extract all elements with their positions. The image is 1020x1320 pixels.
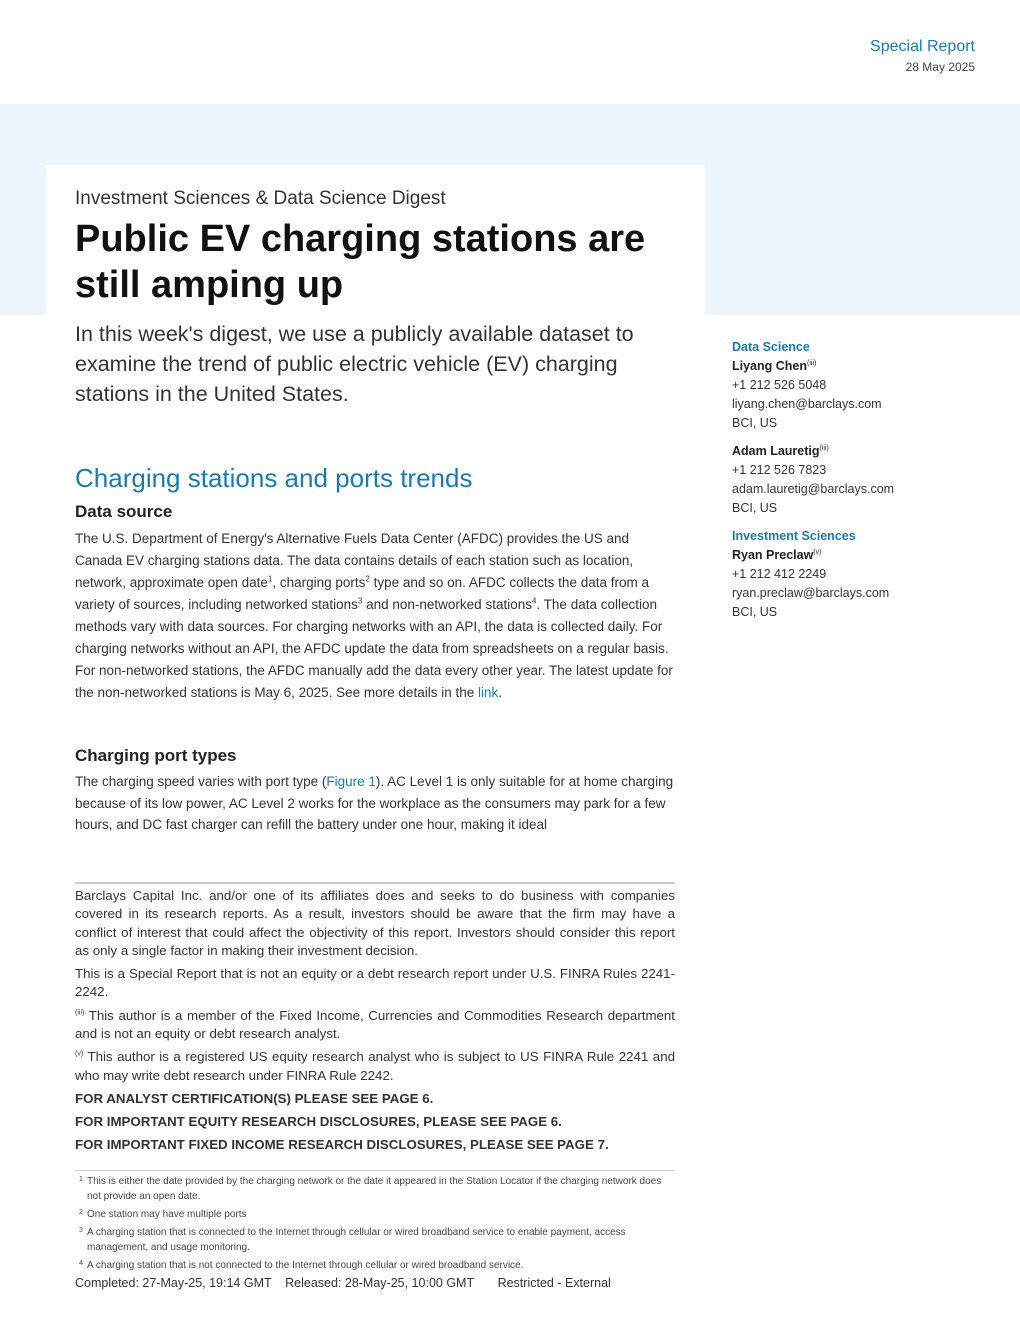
footnotes: [75, 1174, 675, 1276]
group-heading: Investment Sciences: [732, 529, 856, 543]
section-heading: Charging stations and ports trends: [75, 463, 473, 493]
author-entity: BCI, US: [732, 501, 778, 515]
author-email[interactable]: adam.lauretig@barclays.com: [732, 482, 895, 496]
footnote-ref-1[interactable]: 1: [267, 574, 273, 584]
analyst-certification-notice: FOR ANALYST CERTIFICATION(S) PLEASE SEE PAGE 6.: [75, 1090, 434, 1106]
port-types-heading: Charging port types: [75, 746, 237, 765]
author-group: [732, 529, 982, 624]
footnote-item: 1 This is either the date provided by the charging network or the date it appeared in the Station Locator if the charging network does not provide an open date.: [79, 1176, 662, 1202]
page-subtitle: In this week's digest, we use a publicly available dataset to examine the trend of public electric vehicle (EV) charging stations in the United States.: [75, 322, 634, 406]
footnote-ref-2[interactable]: 2: [365, 574, 370, 584]
author-email[interactable]: liyang.chen@barclays.com: [732, 397, 882, 411]
disclaimer-paragraph: Barclays Capital Inc. and/or one of its affiliates does and seeks to do business with companies covered in its research reports. As a result, investors should be aware that the firm may have a conflict of interest that could affect the objectivity of this report. Investors should consider this report as only a single factor in making their investment decision.: [75, 888, 675, 958]
author-phone[interactable]: +1 212 526 7823: [732, 463, 827, 477]
page-title: Public EV charging stations are still amping up: [75, 218, 646, 306]
report-header: [870, 38, 975, 74]
footnote-item: 4 A charging station that is not connected to the Internet through cellular or wired broadband service.: [79, 1260, 524, 1271]
author-name: Adam Lauretig: [732, 444, 820, 458]
author-mark: (iii): [807, 359, 817, 367]
author-card: [732, 444, 982, 520]
author-entity: BCI, US: [732, 605, 778, 619]
report-date: 28 May 2025: [905, 60, 975, 74]
restriction-label: Restricted - External: [497, 1276, 611, 1290]
author-phone[interactable]: +1 212 412 2249: [732, 567, 827, 581]
status-line: [75, 1276, 621, 1290]
footnote-item: 2 One station may have multiple ports: [79, 1209, 247, 1220]
completed-timestamp: Completed: 27-May-25, 19:14 GMT: [75, 1276, 272, 1290]
fixed-income-disclosure-notice: FOR IMPORTANT FIXED INCOME RESEARCH DISCLOSURES, PLEASE SEE PAGE 7.: [75, 1136, 609, 1152]
equity-disclosure-notice: FOR IMPORTANT EQUITY RESEARCH DISCLOSURES, PLEASE SEE PAGE 6.: [75, 1113, 562, 1129]
disclaimer-divider: [75, 882, 675, 884]
footnote-ref-4[interactable]: 4: [531, 596, 537, 606]
data-source-paragraph: The U.S. Department of Energy's Alternative Fuels Data Center (AFDC) provides the US and Canada EV charging stations data. The data contains details of each station such as location, network, approximate open date$^1$, charging ports$^2$ type and so on. AFDC collects the data from a variety of sources, including networked stations$^3$ and non-networked stations$^4$. The data collection methods vary with data sources. For charging networks with an API, the data is collected daily. For charging networks without an API, the AFDC update the data from spreadsheets on a regular basis. For non-networked stations, the AFDC manually add the data every other year. The latest update for the non-networked stations is May 6, 2025. See more details in the link.: [75, 531, 673, 700]
author-card: [732, 359, 982, 435]
released-timestamp: Released: 28-May-25, 10:00 GMT: [285, 1276, 475, 1290]
afdc-link[interactable]: link: [477, 685, 499, 700]
author-email[interactable]: ryan.preclaw@barclays.com: [732, 586, 890, 600]
author-name: Liyang Chen: [732, 359, 808, 373]
footnote-item: 3 A charging station that is connected to the Internet through cellular or wired broadband service to enable payment, access management, and usage monitoring.: [79, 1227, 626, 1253]
author-phone[interactable]: +1 212 526 5048: [732, 378, 827, 392]
footnote-divider: [75, 1170, 675, 1171]
footnote-ref-3[interactable]: 3: [357, 596, 363, 606]
disclaimer-paragraph: This is a Special Report that is not an equity or a debt research report under U.S. FINRA Rules 2241-2242.: [75, 966, 675, 1000]
author-mark: (iii): [819, 444, 829, 452]
group-heading: Data Science: [732, 340, 810, 354]
disclaimer-paragraph: $^{(v)}$ This author is a registered US equity research analyst who is subject to US FINRA Rule 2241 and who may write debt research under FINRA Rule 2242.: [75, 1049, 675, 1083]
author-sidebar: [732, 340, 982, 633]
data-source-heading: Data source: [75, 502, 173, 521]
author-card: [732, 548, 982, 624]
digest-kicker: Investment Sciences & Data Science Digest: [75, 188, 446, 209]
figure-1-link[interactable]: Figure 1: [326, 774, 376, 789]
author-mark: (v): [813, 548, 822, 556]
report-type: Special Report: [870, 38, 975, 55]
author-entity: BCI, US: [732, 416, 778, 430]
disclaimer-paragraph: $^{(iii)}$ This author is a member of the Fixed Income, Currencies and Commodities Research department and is not an equity or debt research analyst.: [75, 1007, 675, 1042]
author-group: [732, 340, 982, 520]
disclaimer-block: [75, 887, 675, 1159]
author-name: Ryan Preclaw: [732, 548, 814, 562]
port-types-paragraph: The charging speed varies with port type (Figure 1). AC Level 1 is only suitable for at home charging because of its low power, AC Level 2 works for the workplace as the consumers may park for a few hours, and DC fast charger can refill the battery under one hour, making it ideal: [75, 774, 674, 832]
